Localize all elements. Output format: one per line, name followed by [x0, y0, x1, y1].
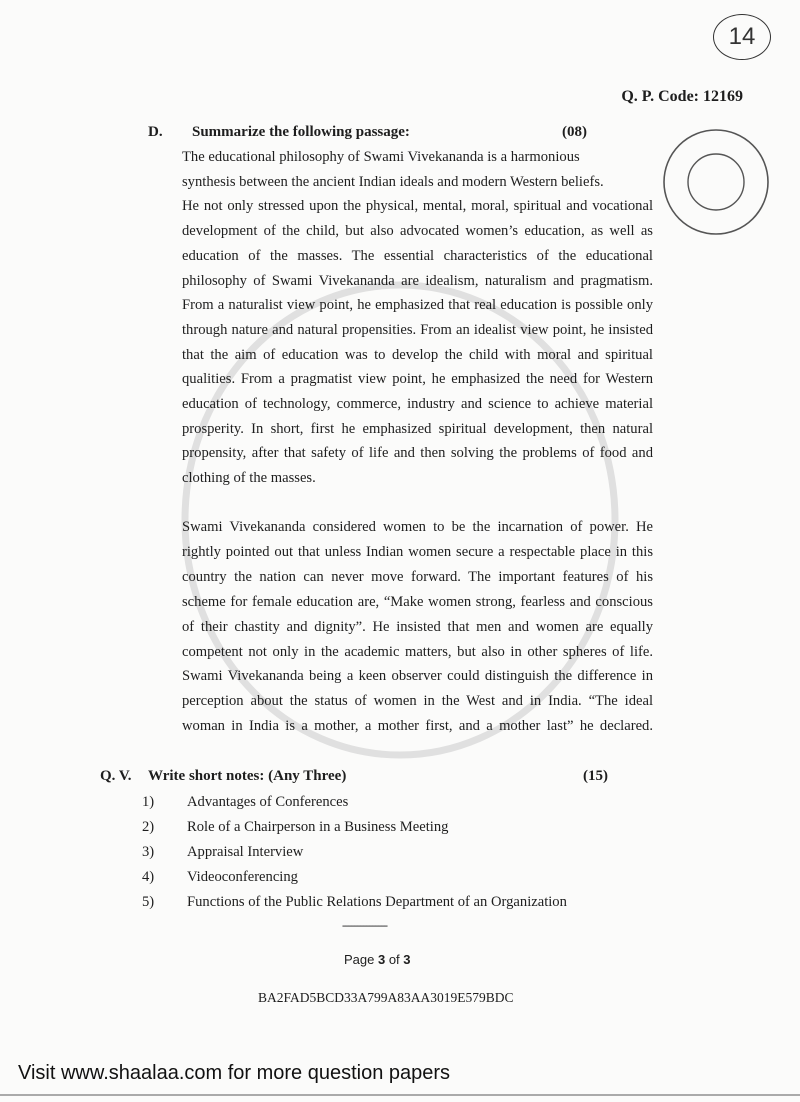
page-prefix: Page [344, 952, 378, 967]
qp-code: Q. P. Code: 12169 [621, 88, 743, 105]
passage-line: clothing of the masses. [182, 470, 316, 487]
handwritten-page-number: 14 [713, 14, 771, 60]
site-footer-link[interactable]: Visit www.shaalaa.com for more question papers [18, 1062, 451, 1084]
hash-code: BA2FAD5BCD33A799A83AA3019E579BDC [258, 990, 514, 1005]
passage-line: Swami Vivekananda considered women to be the incarnation of power. He [182, 519, 653, 535]
page-footer [344, 952, 411, 967]
passage-line: synthesis between the ancient Indian ideals and modern Western beliefs. [182, 173, 604, 190]
passage-line: scheme for female education are, “Make women strong, fearless and conscious [182, 593, 653, 610]
passage-line: development of the child, but also advocated women’s education, as well as [182, 223, 653, 240]
passage-line: From a naturalist view point, he emphasized that real education is possible only [182, 297, 653, 314]
section-v-label: Q. V. [100, 768, 132, 784]
note-number: 2) [142, 819, 155, 835]
passage-line: rightly pointed out that unless Indian women secure a respectable place in this [182, 543, 653, 560]
bottom-rule [0, 1094, 800, 1096]
note-number: 4) [142, 869, 155, 885]
note-text: Appraisal Interview [187, 844, 304, 860]
separator: --------------- [342, 918, 387, 932]
passage-line: country the nation can never move forward. The important features of his [182, 568, 653, 585]
note-number: 3) [142, 844, 155, 860]
passage-line: The educational philosophy of Swami Vivekananda is a harmonious [182, 149, 580, 165]
passage-line: that the aim of education was to develop the child with moral and spiritual [182, 346, 653, 363]
page-total: 3 [403, 952, 411, 967]
note-number: 1) [142, 794, 155, 810]
passage-line: education of the masses. The essential characteristics of the educational [182, 247, 653, 264]
passage-line: through nature and natural propensities. From an idealist view point, he insisted [182, 321, 653, 338]
note-number: 5) [142, 894, 155, 910]
section-d-label: D. [148, 124, 163, 140]
section-d-title: Summarize the following passage: [192, 124, 410, 140]
passage-line: education of technology, commerce, industry and science to achieve material [182, 396, 653, 412]
library-stamp [660, 126, 772, 238]
note-text: Functions of the Public Relations Department of an Organization [187, 894, 567, 910]
page-current: 3 [377, 952, 386, 967]
passage-line: Swami Vivekananda being a keen observer could distinguish the difference in [182, 668, 653, 685]
page-of: of [385, 952, 404, 967]
passage-line: He not only stressed upon the physical, mental, moral, spiritual and vocational [182, 198, 653, 215]
passage-line: perception about the status of women in the West and in India. “The ideal [182, 693, 653, 710]
passage-line: qualities. From a pragmatist view point, he emphasized the need for Western [182, 371, 653, 388]
passage-line: woman in India is a mother, a mother first, and a mother last” he declared. [182, 718, 653, 735]
section-v-marks: (15) [583, 768, 608, 784]
passage-line: prosperity. In short, first he emphasized spiritual development, then natural [182, 420, 653, 437]
note-text: Videoconferencing [187, 869, 298, 885]
passage-line: philosophy of Swami Vivekananda are idealism, naturalism and pragmatism. [182, 272, 653, 289]
passage-line: competent not only in the academic matters, but also in other spheres of life. [182, 643, 653, 660]
passage-line: propensity, after that safety of life and then solving the problems of food and [182, 445, 653, 462]
passage-line: of their chastity and dignity”. He insisted that men and women are equally [182, 618, 653, 635]
section-v-title: Write short notes: (Any Three) [148, 768, 347, 784]
section-d-marks: (08) [562, 124, 587, 140]
note-text: Role of a Chairperson in a Business Meeting [187, 819, 449, 835]
note-text: Advantages of Conferences [187, 794, 349, 810]
